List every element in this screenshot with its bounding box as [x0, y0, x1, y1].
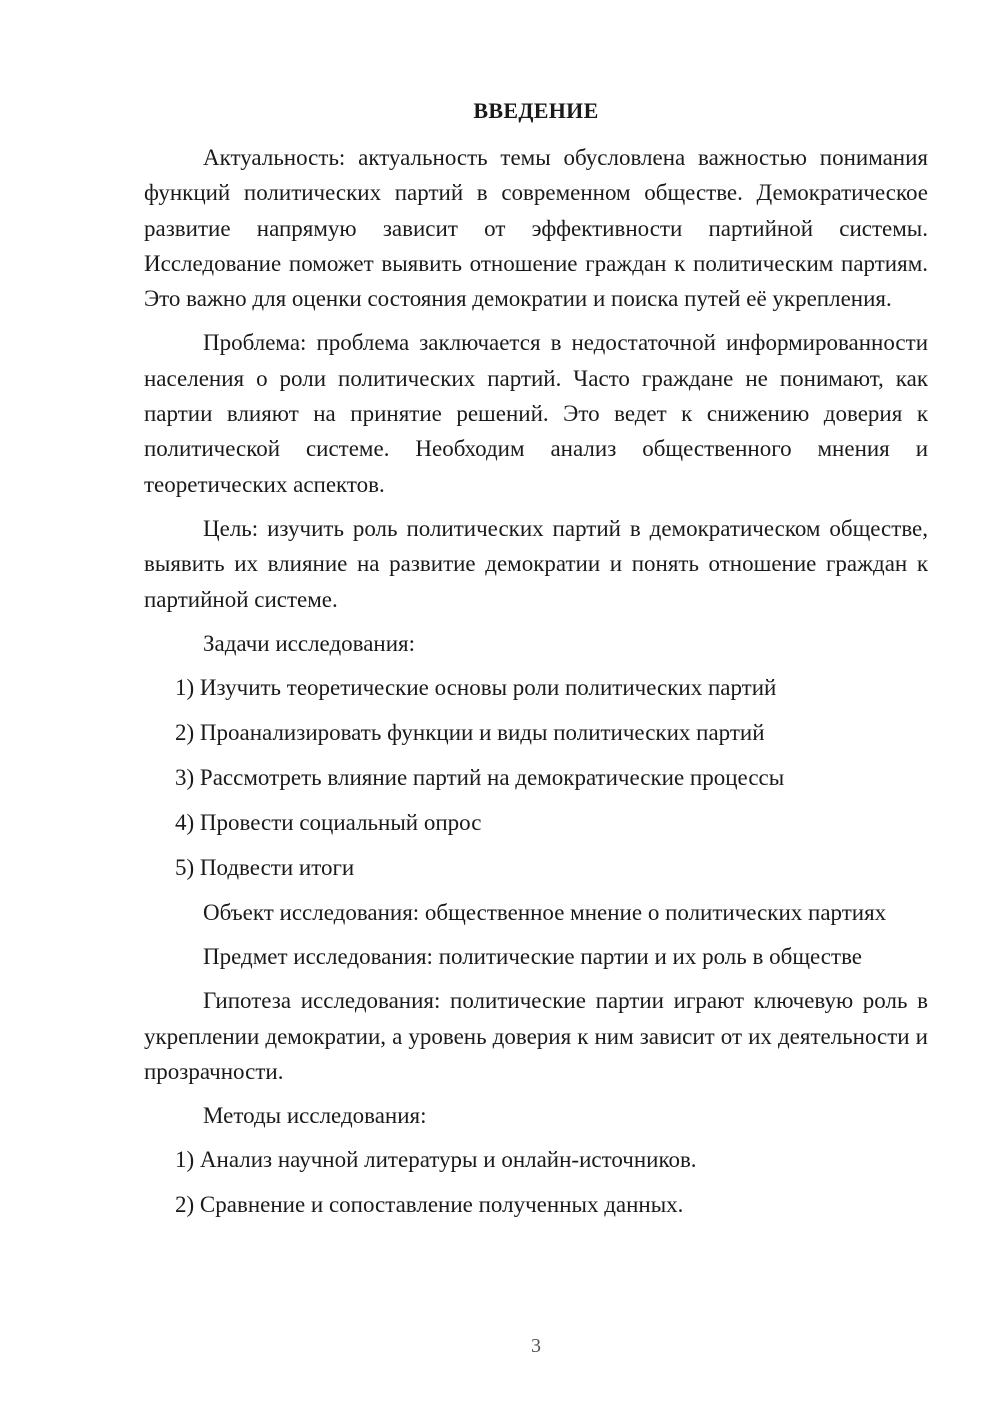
methods-heading: Методы исследования: — [203, 1103, 427, 1129]
relevance-paragraph: Актуальность: актуальность темы обусловлена важностью понимания функций политических партий в современном обществе. Демократическое развитие напрямую зависит от эффективности партийной системы. Исследование поможет выявить отношение граждан к политическим партиям. Это важно для оценки состояния демократии и поиска путей её укрепления. — [144, 145, 928, 312]
task-item-3: 3) Рассмотреть влияние партий на демократические процессы — [175, 764, 785, 790]
document-body — [144, 140, 928, 1232]
page-title: ВВЕДЕНИЕ — [473, 98, 599, 123]
page-number: 3 — [531, 1335, 541, 1357]
task-item-2: 2) Проанализировать функции и виды политических партий — [175, 720, 765, 746]
problem-paragraph: Проблема: проблема заключается в недостаточной информированности населения о роли политических партий. Часто граждане не понимают, как партии влияют на принятие решений. Это ведет к снижению доверия к политической системе. Необходим анализ общественного мнения и теоретических аспектов. — [144, 330, 928, 497]
hypothesis-paragraph: Гипотеза исследования: политические партии играют ключевую роль в укреплении демократии, а уровень доверия к ним зависит от их деятельности и прозрачности. — [144, 988, 928, 1084]
methods-list — [144, 1142, 928, 1222]
tasks-heading: Задачи исследования: — [203, 630, 416, 656]
task-item-1: 1) Изучить теоретические основы роли политических партий — [175, 675, 777, 701]
goal-paragraph: Цель: изучить роль политических партий в демократическом обществе, выявить их влияние на развитие демократии и понять отношение граждан к партийной системе. — [144, 515, 928, 612]
tasks-list — [144, 670, 928, 885]
task-item-5: 5) Подвести итоги — [175, 854, 355, 880]
method-item-2: 2) Сравнение и сопоставление полученных данных. — [175, 1192, 684, 1218]
object-paragraph: Объект исследования: общественное мнение о политических партиях — [203, 899, 887, 925]
method-item-1: 1) Анализ научной литературы и онлайн-источников. — [175, 1147, 697, 1173]
subject-paragraph: Предмет исследования: политические партии и их роль в обществе — [203, 943, 863, 969]
task-item-4: 4) Провести социальный опрос — [175, 809, 482, 835]
